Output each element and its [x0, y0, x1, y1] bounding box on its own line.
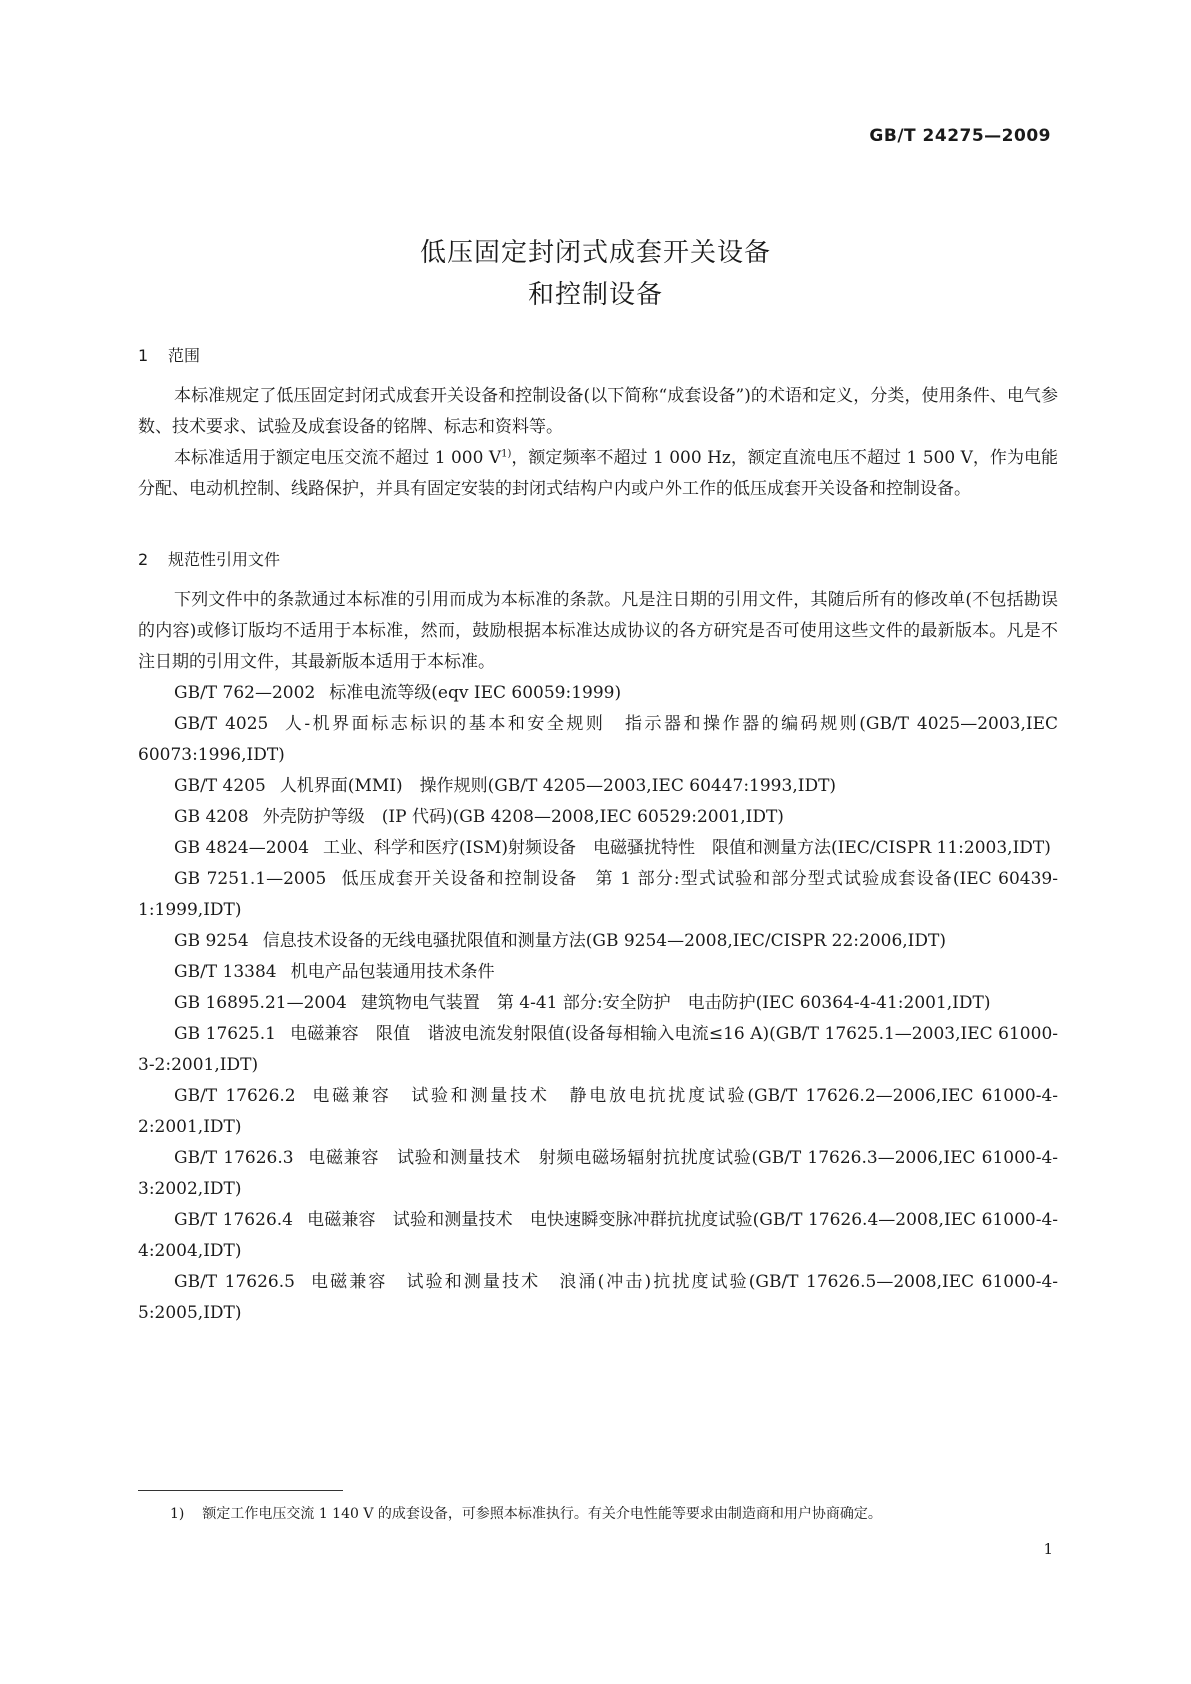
reference-item: [138, 1205, 1058, 1267]
reference-title: 电磁兼容 试验和测量技术 电快速瞬变脉冲群抗扰度试验(GB/T 17626.4—2008,IEC 61000-4-4:2004,IDT): [138, 1210, 1059, 1261]
section-1-number: 1: [138, 346, 149, 365]
reference-title: 人-机界面标志标识的基本和安全规则 指示器和操作器的编码规则(GB/T 4025—2003,IEC 60073:1996,IDT): [138, 714, 1058, 765]
reference-title: 电磁兼容 试验和测量技术 静电放电抗扰度试验(GB/T 17626.2—2006,IEC 61000-4-2:2001,IDT): [138, 1086, 1059, 1137]
reference-code: GB 9254: [174, 931, 249, 951]
reference-item: [138, 678, 1058, 709]
section-2-body: [138, 585, 1058, 1329]
section-2-heading: [138, 547, 280, 570]
reference-code: GB/T 13384: [174, 962, 277, 982]
reference-item: [138, 833, 1058, 864]
reference-item: [138, 1267, 1058, 1329]
section-2-title: 规范性引用文件: [168, 550, 281, 569]
reference-item: [138, 1143, 1058, 1205]
reference-title: 电磁兼容 试验和测量技术 浪涌(冲击)抗扰度试验(GB/T 17626.5—2008,IEC 61000-4-5:2005,IDT): [138, 1272, 1059, 1323]
reference-title: 电磁兼容 限值 谐波电流发射限值(设备每相输入电流≤16 A)(GB/T 17625.1—2003,IEC 61000-3-2:2001,IDT): [138, 1024, 1059, 1075]
footnote-reference-mark: 1): [501, 448, 512, 460]
reference-title: 低压成套开关设备和控制设备 第 1 部分:型式试验和部分型式试验成套设备(IEC 60439-1:1999,IDT): [138, 869, 1058, 920]
scope-paragraph-2-start: 本标准适用于额定电压交流不超过 1 000 V: [174, 448, 502, 468]
reference-title: 工业、科学和医疗(ISM)射频设备 电磁骚扰特性 限值和测量方法(IEC/CISPR 11:2003,IDT): [323, 838, 1051, 858]
document-title-line-2: 和控制设备: [527, 280, 663, 310]
reference-item: [138, 988, 1058, 1019]
section-1-title: 范围: [168, 346, 201, 365]
reference-code: GB/T 17626.5: [174, 1272, 295, 1292]
reference-item: [138, 1019, 1058, 1081]
scope-paragraph-2-end: ，额定频率不超过 1 000 Hz，额定直流电压不超过 1 500 V，作为电能分配、电动机控制、线路保护，并具有固定安装的封闭式结构户内或户外工作的低压成套开关设备和控制设备。: [138, 448, 1058, 499]
reference-title: 电磁兼容 试验和测量技术 射频电磁场辐射抗扰度试验(GB/T 17626.3—2006,IEC 61000-4-3:2002,IDT): [138, 1148, 1059, 1199]
reference-code: GB/T 4025: [174, 714, 269, 734]
footnote-mark: 1): [170, 1506, 185, 1522]
reference-title: 标准电流等级(eqv IEC 60059:1999): [329, 683, 622, 703]
reference-code: GB 4208: [174, 807, 249, 827]
reference-code: GB/T 17626.3: [174, 1148, 294, 1168]
scope-paragraph-2: [138, 443, 1058, 505]
reference-item: [138, 864, 1058, 926]
reference-code: GB 17625.1: [174, 1024, 276, 1044]
reference-item: [138, 771, 1058, 802]
reference-code: GB 7251.1—2005: [174, 869, 327, 889]
reference-code: GB/T 17626.4: [174, 1210, 293, 1230]
page-number: 1: [1043, 1540, 1053, 1558]
reference-code: GB 4824—2004: [174, 838, 310, 858]
reference-item: [138, 926, 1058, 957]
reference-list: [138, 678, 1058, 1329]
reference-code: GB/T 17626.2: [174, 1086, 296, 1106]
reference-title: 机电产品包装通用技术条件: [290, 962, 495, 982]
reference-code: GB 16895.21—2004: [174, 993, 347, 1013]
footnote: [170, 1503, 1060, 1523]
reference-title: 外壳防护等级 (IP 代码)(GB 4208—2008,IEC 60529:2001,IDT): [262, 807, 784, 827]
reference-title: 人机界面(MMI) 操作规则(GB/T 4205—2003,IEC 60447:1993,IDT): [279, 776, 837, 796]
scope-paragraph-1: 本标准规定了低压固定封闭式成套开关设备和控制设备(以下简称“成套设备”)的术语和定义，分类，使用条件、电气参数、技术要求、试验及成套设备的铭牌、标志和资料等。: [138, 386, 1058, 437]
document-title-line-1: 低压固定封闭式成套开关设备: [419, 238, 771, 268]
reference-code: GB/T 762—2002: [174, 683, 316, 703]
reference-title: 建筑物电气装置 第 4-41 部分:安全防护 电击防护(IEC 60364-4-41:2001,IDT): [360, 993, 991, 1013]
reference-item: [138, 709, 1058, 771]
section-1-heading: [138, 343, 200, 366]
references-intro: 下列文件中的条款通过本标准的引用而成为本标准的条款。凡是注日期的引用文件，其随后所有的修改单(不包括勘误的内容)或修订版均不适用于本标准，然而，鼓励根据本标准达成协议的各方研究是否可使用这些文件的最新版本。凡是不注日期的引用文件，其最新版本适用于本标准。: [138, 590, 1058, 672]
footnote-separator: [138, 1490, 343, 1491]
section-1-body: [138, 381, 1058, 505]
reference-item: [138, 802, 1058, 833]
standard-number: GB/T 24275—2009: [869, 126, 1051, 146]
section-2-number: 2: [138, 550, 149, 569]
reference-code: GB/T 4205: [174, 776, 266, 796]
reference-item: [138, 957, 1058, 988]
footnote-text: 额定工作电压交流 1 140 V 的成套设备，可参照本标准执行。有关介电性能等要求由制造商和用户协商确定。: [202, 1506, 882, 1522]
reference-item: [138, 1081, 1058, 1143]
reference-title: 信息技术设备的无线电骚扰限值和测量方法(GB 9254—2008,IEC/CISPR 22:2006,IDT): [262, 931, 947, 951]
